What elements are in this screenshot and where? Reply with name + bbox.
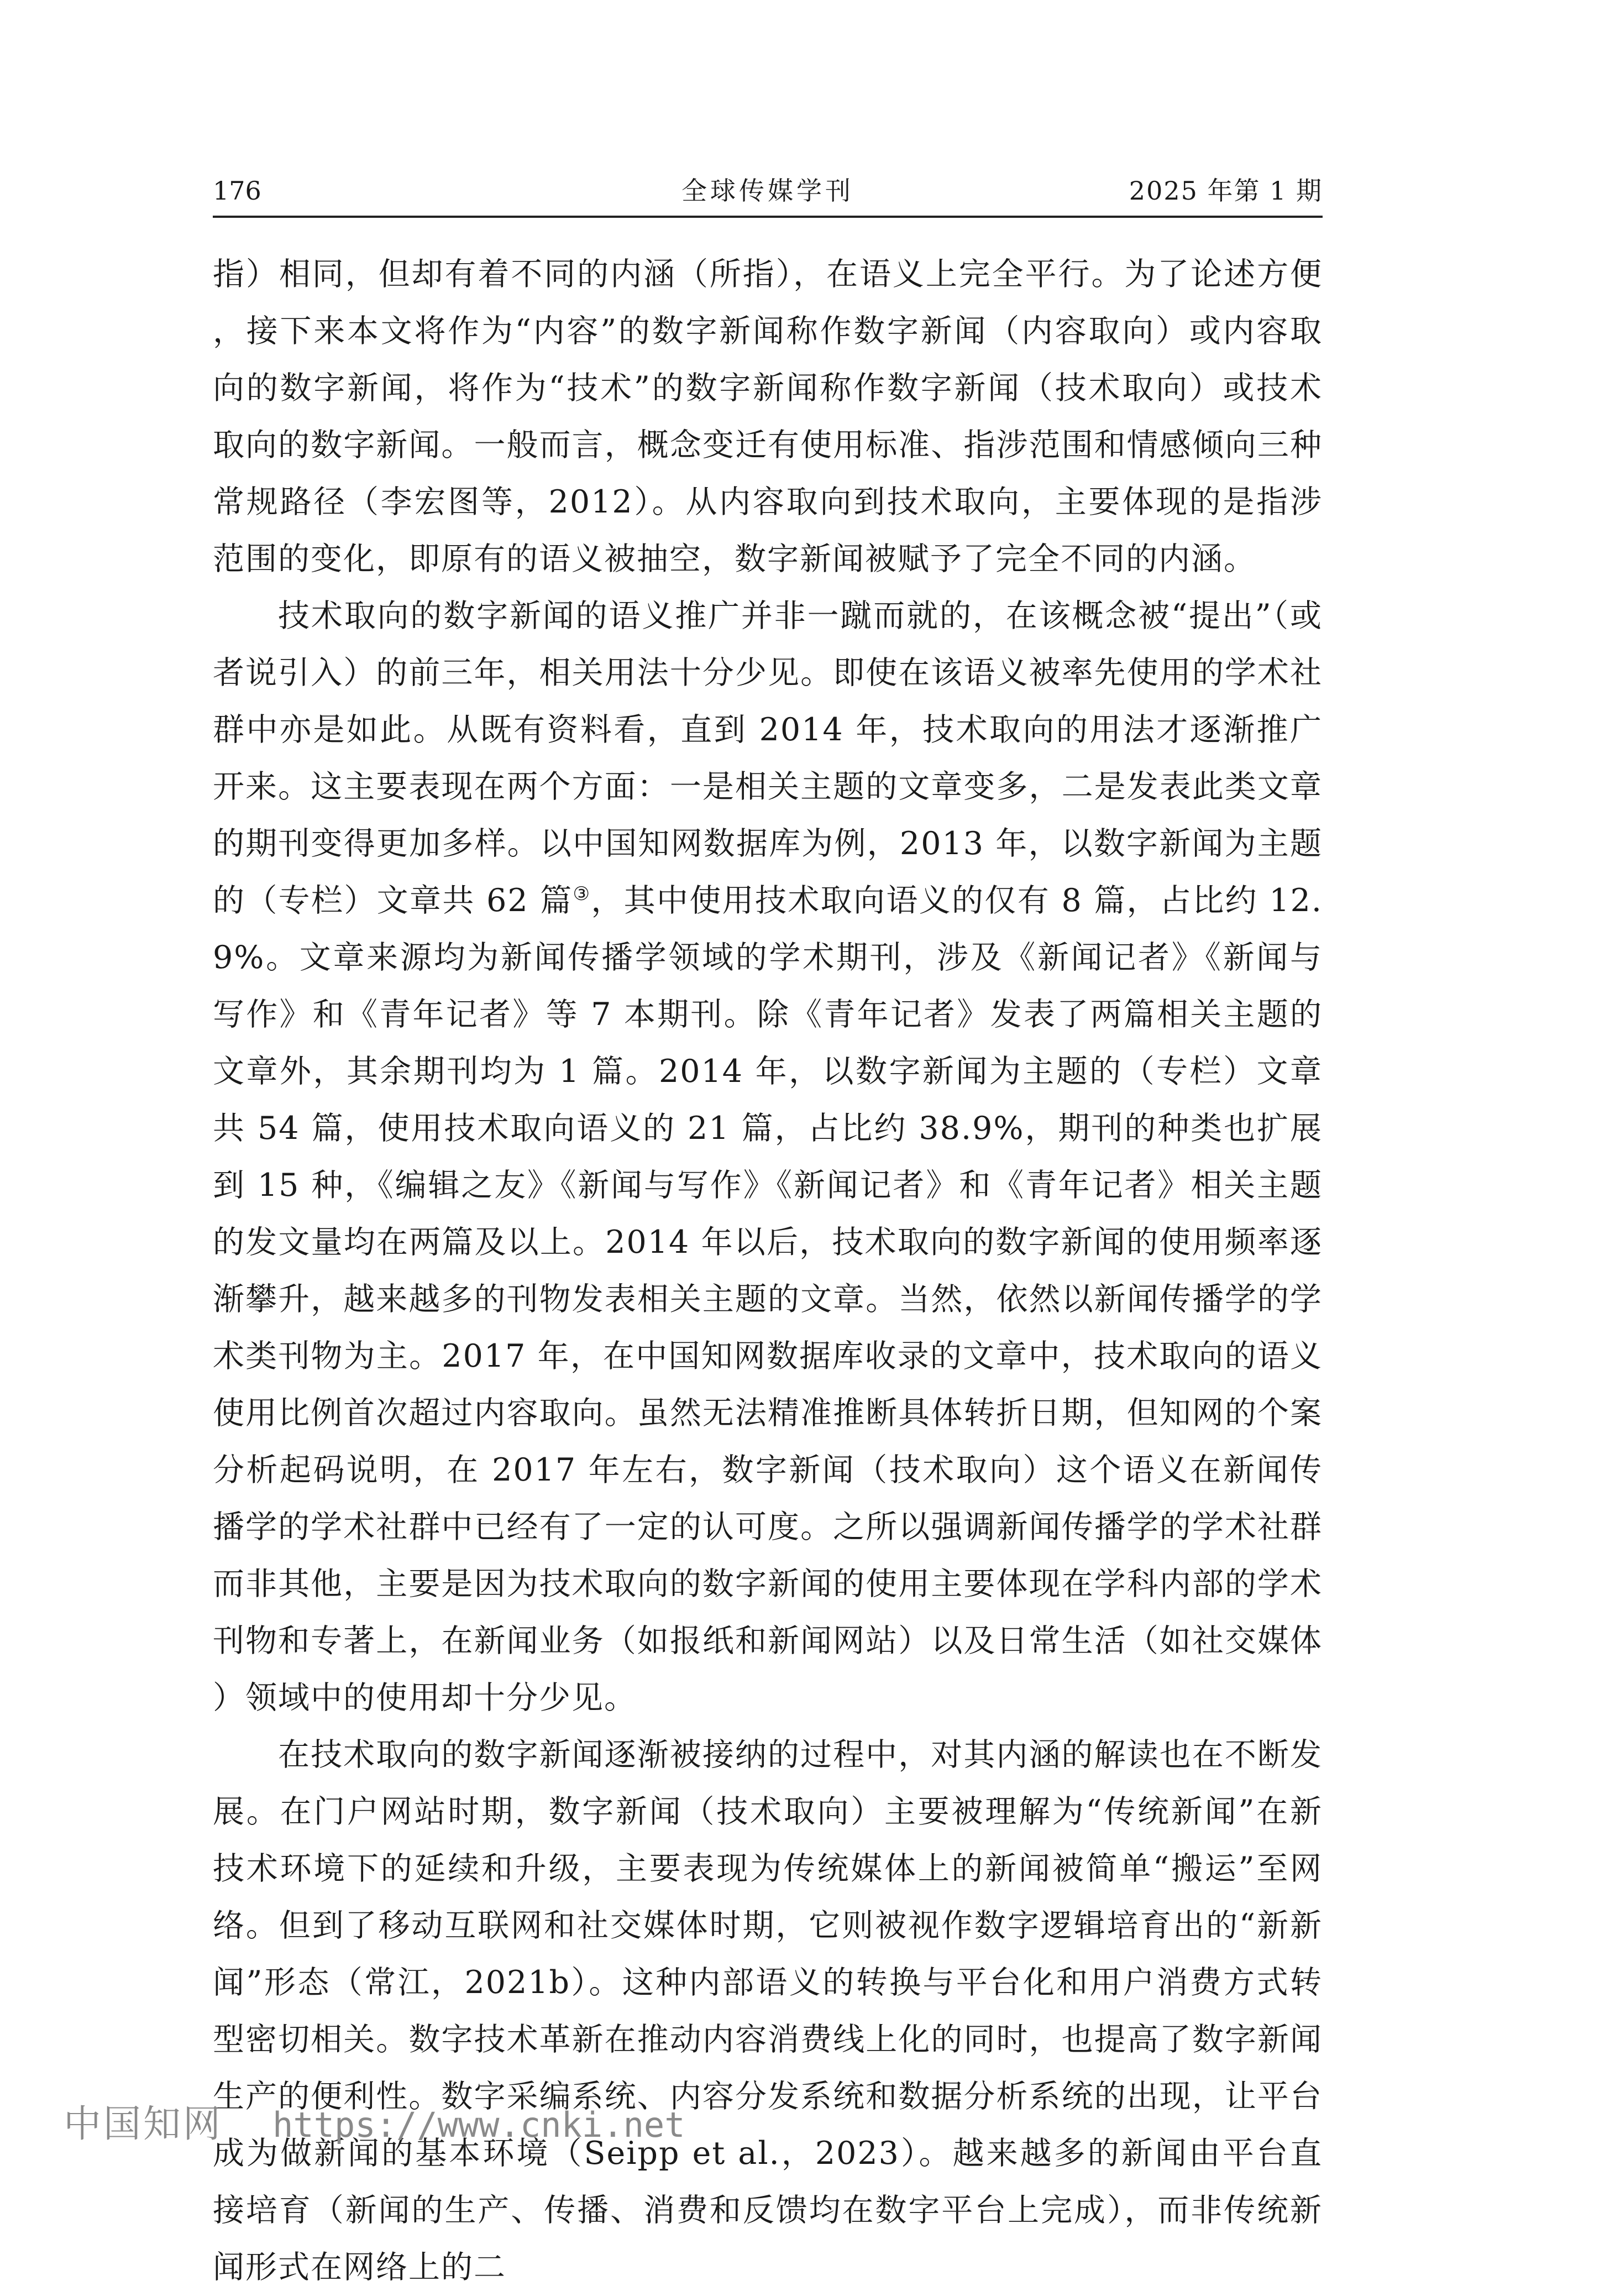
watermark-brand: 中国知网 xyxy=(64,2103,223,2146)
issue-label: 2025 年第 1 期 xyxy=(1129,176,1323,206)
paragraph-continued: 指）相同，但却有着不同的内涵（所指），在语义上完全平行。为了论述方便，接下来本文将作为“内容”的数字新闻称作数字新闻（内容取向）或内容取向的数字新闻，将作为“技术”的数字新闻称作数字新闻（技术取向）或技术取向的数字新闻。一般而言，概念变迁有使用标准、指涉范围和情感倾向三种常规路径（李宏图等，2012）。从内容取向到技术取向，主要体现的是指涉范围的变化，即原有的语义被抽空，数字新闻被赋予了完全不同的内涵。 xyxy=(213,256,1323,577)
cnki-watermark xyxy=(64,2100,685,2150)
footnote-marker[interactable]: ③ xyxy=(573,883,591,905)
paragraph-text: ，其中使用技术取向语义的仅有 8 篇，占比约 12.9%。文章来源均为新闻传播学领域的学术期刊，涉及《新闻记者》《新闻与写作》和《青年记者》等 7 本期刊。除《青年记者》发表了两篇相关主题的文章外，其余期刊均为 1 篇。2014 年，以数字新闻为主题的（专栏）文章共 54 篇，使用技术取向语义的 21 篇，占比约 38.9%，期刊的种类也扩展到 15 种，《编辑之友》《新闻与写作》《新闻记者》和《青年记者》相关主题的发文量均在两篇及以上。2014 年以后，技术取向的数字新闻的使用频率逐渐攀升，越来越多的刊物发表相关主题的文章。当然，依然以新闻传播学的学术类刊物为主。2017 年，在中国知网数据库收录的文章中，技术取向的语义使用比例首次超过内容取向。虽然无法精准推断具体转折日期，但知网的个案分析起码说明，在 2017 年左右，数字新闻（技术取向）这个语义在新闻传播学的学术社群中已经有了一定的认可度。之所以强调新闻传播学的学术社群而非其他，主要是因为技术取向的数字新闻的使用主要体现在学科内部的学术刊物和专著上，在新闻业务（如报纸和新闻网站）以及日常生活（如社交媒体）领域中的使用却十分少见。 xyxy=(213,882,1323,1716)
paragraph-3: 在技术取向的数字新闻逐渐被接纳的过程中，对其内涵的解读也在不断发展。在门户网站时期，数字新闻（技术取向）主要被理解为“传统新闻”在新技术环境下的延续和升级，主要表现为传统媒体上的新闻被简单“搬运”至网络。但到了移动互联网和社交媒体时期，它则被视作数字逻辑培育出的“新新闻”形态（常江，2021b）。这种内部语义的转换与平台化和用户消费方式转型密切相关。数字技术革新在推动内容消费线上化的同时，也提高了数字新闻生产的便利性。数字采编系统、内容分发系统和数据分析系统的出现，让平台成为做新闻的基本环境（Seipp et al.，2023）。越来越多的新闻由平台直接培育（新闻的生产、传播、消费和反馈均在数字平台上完成），而非传统新闻形式在网络上的二 xyxy=(213,1737,1323,2285)
paragraph-2 xyxy=(213,588,1323,1727)
journal-title: 全球传媒学刊 xyxy=(681,176,854,206)
watermark-url: https://www.cnki.net xyxy=(272,2105,685,2145)
article-body xyxy=(213,246,1323,2296)
paragraph-text: 技术取向的数字新闻的语义推广并非一蹴而就的，在该概念被“提出”（或者说引入）的前三年，相关用法十分少见。即使在该语义被率先使用的学术社群中亦是如此。从既有资料看，直到 2014 年，技术取向的用法才逐渐推广开来。这主要表现在两个方面：一是相关主题的文章变多，二是发表此类文章的期刊变得更加多样。以中国知网数据库为例，2013 年，以数字新闻为主题的（专栏）文章共 62 篇 xyxy=(213,598,1323,919)
page-number: 176 xyxy=(213,176,261,206)
running-header xyxy=(213,171,1323,218)
